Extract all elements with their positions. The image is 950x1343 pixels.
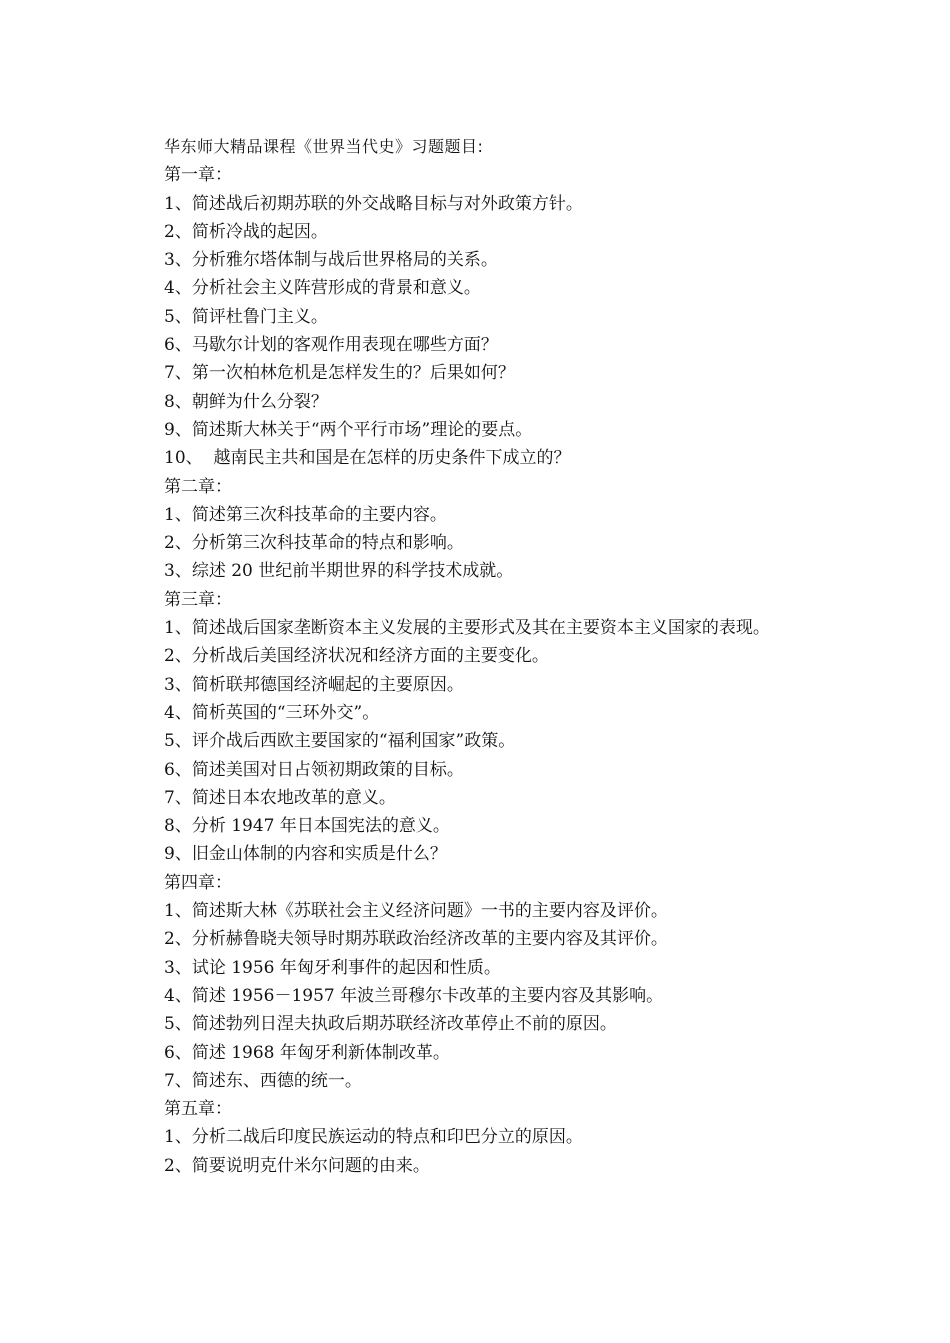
question-item: 6、马歇尔计划的客观作用表现在哪些方面？ [164, 335, 498, 356]
chapter-heading: 第一章： [164, 165, 232, 186]
question-item: 5、简述勃列日涅夫执政后期苏联经济改革停止不前的原因。 [164, 1014, 617, 1035]
document-body [164, 133, 804, 1180]
chapter-heading: 第三章： [164, 589, 232, 610]
question-item: 8、分析 1947 年日本国宪法的意义。 [164, 816, 450, 837]
document-title: 华东师大精品课程《世界当代史》习题题目: [164, 137, 484, 156]
question-item: 8、朝鲜为什么分裂？ [164, 391, 328, 412]
question-item: 1、分析二战后印度民族运动的特点和印巴分立的原因。 [164, 1127, 583, 1148]
question-item: 2、分析第三次科技革命的特点和影响。 [164, 533, 464, 554]
question-item: 1、简述斯大林《苏联社会主义经济问题》一书的主要内容及评价。 [164, 901, 668, 922]
question-item: 7、第一次柏林危机是怎样发生的？后果如何？ [164, 363, 515, 384]
question-item: 5、评介战后西欧主要国家的“福利国家”政策。 [164, 731, 516, 752]
chapter-heading: 第二章： [164, 476, 232, 497]
question-item: 5、简评杜鲁门主义。 [164, 306, 328, 327]
question-item: 2、简析冷战的起因。 [164, 221, 328, 242]
question-item: 10、 越南民主共和国是在怎样的历史条件下成立的？ [164, 448, 571, 469]
question-item: 6、简述美国对日占领初期政策的目标。 [164, 759, 464, 780]
question-item: 3、简析联邦德国经济崛起的主要原因。 [164, 674, 464, 695]
question-item: 3、试论 1956 年匈牙利事件的起因和性质。 [164, 957, 501, 978]
question-item: 3、分析雅尔塔体制与战后世界格局的关系。 [164, 250, 498, 271]
question-item: 4、简述 1956－1957 年波兰哥穆尔卡改革的主要内容及其影响。 [164, 985, 664, 1006]
question-item: 7、简述日本农地改革的意义。 [164, 787, 396, 808]
question-item: 1、简述战后初期苏联的外交战略目标与对外政策方针。 [164, 193, 583, 214]
question-item: 9、简述斯大林关于“两个平行市场”理论的要点。 [164, 419, 533, 440]
question-item: 9、旧金山体制的内容和实质是什么？ [164, 844, 447, 865]
question-item: 4、分析社会主义阵营形成的背景和意义。 [164, 278, 481, 299]
question-item: 6、简述 1968 年匈牙利新体制改革。 [164, 1042, 450, 1063]
chapter-heading: 第四章： [164, 872, 232, 893]
question-item: 3、综述 20 世纪前半期世界的科学技术成就。 [164, 561, 514, 582]
question-item: 1、简述战后国家垄断资本主义发展的主要形式及其在主要资本主义国家的表现。 [164, 618, 770, 639]
question-item: 2、分析赫鲁晓夫领导时期苏联政治经济改革的主要内容及其评价。 [164, 929, 668, 950]
question-item: 2、简要说明克什米尔问题的由来。 [164, 1155, 430, 1176]
question-item: 2、分析战后美国经济状况和经济方面的主要变化。 [164, 646, 549, 667]
question-item: 1、简述第三次科技革命的主要内容。 [164, 504, 447, 525]
question-item: 4、简析英国的“三环外交”。 [164, 702, 380, 723]
chapter-heading: 第五章： [164, 1099, 232, 1120]
question-item: 7、简述东、西德的统一。 [164, 1070, 362, 1091]
